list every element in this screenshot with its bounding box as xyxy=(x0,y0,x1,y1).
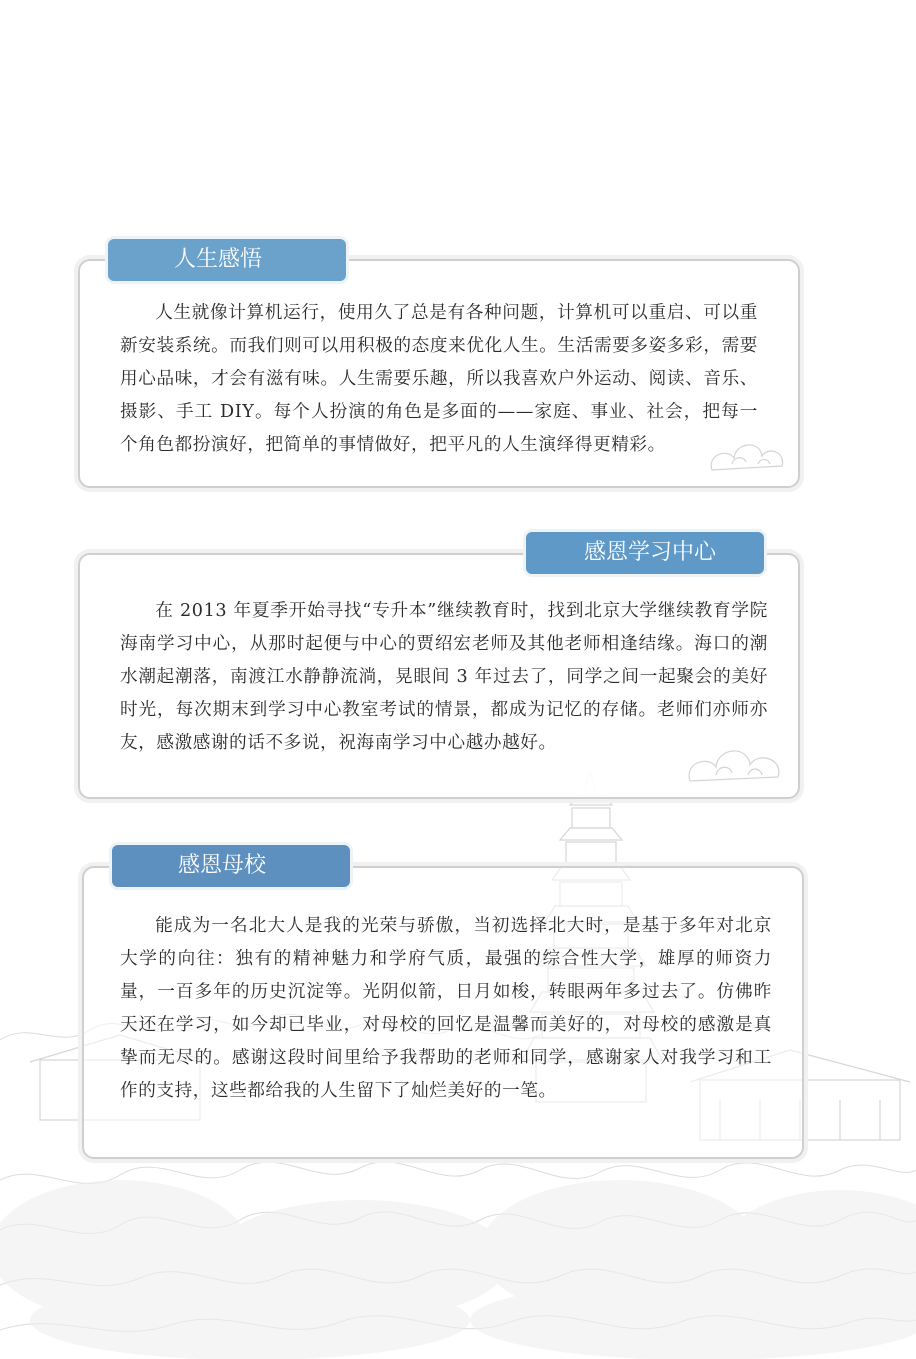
card-life-insights xyxy=(78,259,800,488)
section-title-text: 感恩学习中心 xyxy=(584,540,717,565)
section-title-thanks-learning-center xyxy=(526,532,764,574)
card-life-insights-text: 人生就像计算机运行，使用久了总是有各种问题，计算机可以重启、可以重新安装系统。而我们则可以用积极的态度来优化人生。生活需要多姿多彩，需要用心品味，才会有滋有味。人生需要乐趣，所以我喜欢户外运动、阅读、音乐、摄影、手工 DIY。每个人扮演的角色是多面的——家庭、事业、社会，把每一个角色都扮演好，把简单的事情做好，把平凡的人生演绎得更精彩。 xyxy=(120,303,758,455)
section-title-text: 感恩母校 xyxy=(178,853,267,878)
cloud-ornament-icon xyxy=(702,420,792,480)
cloud-ornament-icon xyxy=(682,721,792,791)
card-thanks-alma-mater xyxy=(82,866,804,1159)
card-thanks-learning-center xyxy=(78,553,800,799)
section-title-life-insights xyxy=(108,239,346,281)
section-title-text: 人生感悟 xyxy=(174,247,263,272)
card-thanks-learning-center-text: 在 2013 年夏季开始寻找“专升本”继续教育时，找到北京大学继续教育学院海南学习中心，从那时起便与中心的贾绍宏老师及其他老师相逢结缘。海口的潮水潮起潮落，南渡江水静静流淌，晃眼间 3 年过去了，同学之间一起聚会的美好时光，每次期末到学习中心教室考试的情景，都成为记忆的存储。老师们亦师亦友，感激感谢的话不多说，祝海南学习中心越办越好。 xyxy=(120,601,768,753)
section-title-thanks-alma-mater xyxy=(112,845,350,887)
card-thanks-alma-mater-text: 能成为一名北大人是我的光荣与骄傲，当初选择北大时，是基于多年对北京大学的向往：独有的精神魅力和学府气质，最强的综合性大学，雄厚的师资力量，一百多年的历史沉淀等。光阴似箭，日月如梭，转眼两年多过去了。仿佛昨天还在学习，如今却已毕业，对母校的回忆是温馨而美好的，对母校的感激是真挚而无尽的。感谢这段时间里给予我帮助的老师和同学，感谢家人对我学习和工作的支持，这些都给我的人生留下了灿烂美好的一笔。 xyxy=(120,916,772,1101)
